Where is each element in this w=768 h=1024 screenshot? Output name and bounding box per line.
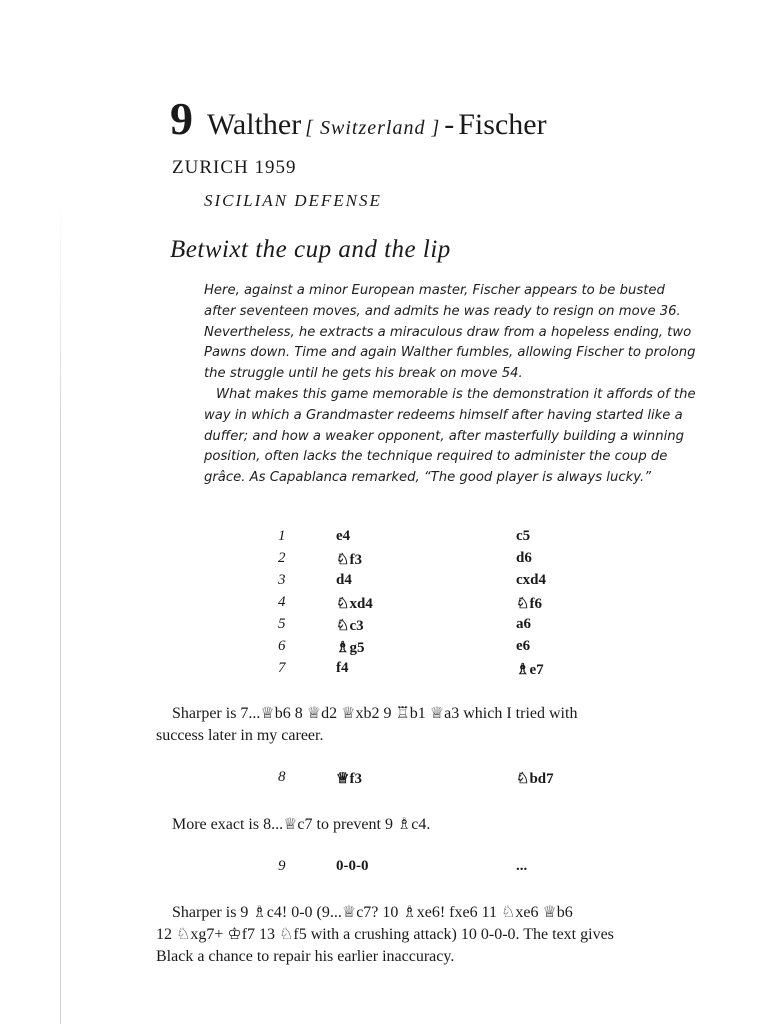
move-number: 2 [278,550,286,566]
move-number: 3 [278,572,286,588]
black-move: e6 [516,638,531,654]
move-row [0,638,768,662]
annotation-line: 12 ♘xg7+ ♔f7 13 ♘f5 with a crushing attack) 10 0-0-0. The text gives [156,926,614,943]
black-player: Fischer [458,108,547,141]
black-move: ♘bd7 [516,771,554,787]
white-move: ♘c3 [336,618,364,634]
black-move: ♘f6 [516,596,542,612]
white-move: f4 [336,660,349,676]
intro-paragraph: What makes this game memorable is the demonstration it affords of the way in which a Grandmaster redeems himself after having started like a duffer; and how a weaker opponent, after masterfully building a winning position, often lacks the technique required to administer the coup de grâce. As Capablanca remarked, “The good player is always lucky.” [204,386,696,486]
annotation-line: Sharper is 9 ♗c4! 0-0 (9...♕c7? 10 ♗xe6! fxe6 11 ♘xe6 ♕b6 [172,904,573,921]
white-move: ♗g5 [336,640,365,656]
annotation-line: success later in my career. [156,727,324,744]
introduction [204,281,700,489]
black-move: c5 [516,528,531,544]
opening-name: SICILIAN DEFENSE [204,191,382,210]
venue-and-year: ZURICH 1959 [172,157,297,178]
move-row [0,550,768,574]
white-player: Walther [207,108,302,141]
annotation-line: Sharper is 7...♕b6 8 ♕d2 ♕xb2 9 ♖b1 ♕a3 which I tried with [172,705,578,722]
move-row [0,528,768,552]
game-number: 9 [170,93,193,144]
move-number: 4 [278,594,286,610]
annotation-line: More exact is 8...♕c7 to prevent 9 ♗c4. [172,816,431,833]
black-move: cxd4 [516,572,546,588]
move-row [0,594,768,618]
white-move: d4 [336,572,352,588]
move-row [0,616,768,640]
move-row [0,769,768,793]
white-move: ♕f3 [336,771,362,787]
game-title [170,92,730,145]
move-number: 1 [278,528,286,544]
annotation-note [156,902,700,968]
move-row [0,660,768,684]
intro-paragraph: Here, against a minor European master, Fischer appears to be busted after seventeen moves, and admits he was ready to resign on move 36. Nevertheless, he extracts a miraculous draw from a hopeless ending, two Pawns down. Time and again Walther fumbles, allowing Fischer to prolong the struggle until he gets his break on move 54. [204,283,696,382]
black-move: ... [516,858,528,874]
move-number: 9 [278,858,286,874]
annotation-line: Black a chance to repair his earlier inaccuracy. [156,948,455,965]
move-number: 8 [278,769,286,785]
white-move: ♘xd4 [336,596,373,612]
black-move: ♗e7 [516,662,544,678]
white-move: 0-0-0 [336,858,369,874]
black-move: a6 [516,616,531,632]
annotation-note [156,814,700,836]
move-number: 6 [278,638,286,654]
chapter-subtitle: Betwixt the cup and the lip [170,236,451,263]
move-number: 7 [278,660,286,676]
move-number: 5 [278,616,286,632]
white-move: ♘f3 [336,552,362,568]
title-separator: - [444,108,455,141]
move-row [0,858,768,882]
black-move: d6 [516,550,532,566]
annotation-note [156,703,700,747]
move-row [0,572,768,596]
white-player-country: [ Switzerland ] [305,117,441,139]
white-move: e4 [336,528,351,544]
